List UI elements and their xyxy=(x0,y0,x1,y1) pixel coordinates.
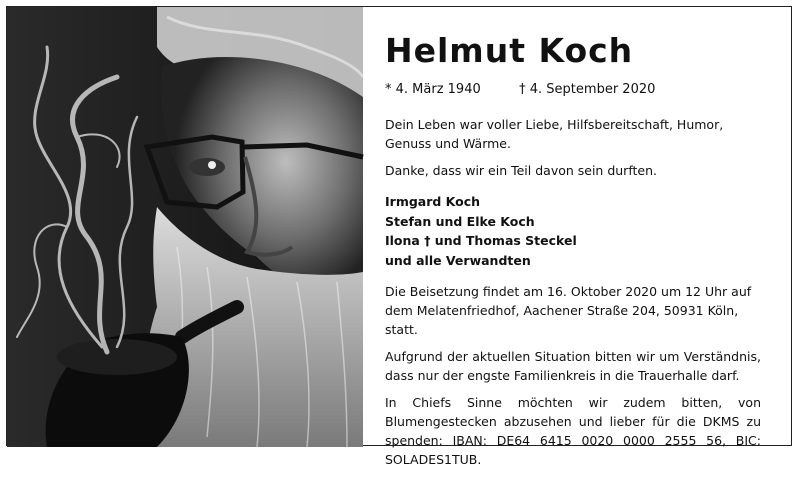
family-member: Stefan und Elke Koch xyxy=(385,213,535,229)
birth-date: * 4. März 1940 xyxy=(385,82,481,97)
life-dates xyxy=(385,81,761,99)
family-list xyxy=(385,192,761,270)
thanks-paragraph: Danke, dass wir ein Teil davon sein durften. xyxy=(385,163,657,178)
obituary-text xyxy=(385,31,761,477)
family-member: Irmgard Koch xyxy=(385,194,481,209)
family-member: Ilona † und Thomas Steckel xyxy=(385,233,577,248)
portrait-photo xyxy=(7,7,363,445)
funeral-paragraph: Die Beisetzung findet am 16. Oktober 2020 um 12 Uhr auf dem Melatenfriedhof, Aachener Straße 204, 50931 Köln, statt. xyxy=(385,284,752,337)
death-date: † 4. September 2020 xyxy=(519,82,656,97)
family-member: und alle Verwandten xyxy=(385,252,531,268)
donation-paragraph: In Chiefs Sinne möchten wir zudem bitten, von Blumengestecken abzusehen und lieber für die DKMS zu spenden: IBAN: DE64 6415 0020 0000 2555 56, BIC: SOLADES1TUB. xyxy=(385,395,761,467)
deceased-name: Helmut Koch xyxy=(385,31,634,70)
portrait-image xyxy=(7,7,363,447)
obituary-card xyxy=(6,6,792,467)
situation-paragraph: Aufgrund der aktuellen Situation bitten wir um Verständnis, dass nur der engste Familienkreis in die Trauerhalle darf. xyxy=(385,349,761,383)
life-paragraph: Dein Leben war voller Liebe, Hilfsbereitschaft, Humor, Genuss und Wärme. xyxy=(385,117,724,151)
